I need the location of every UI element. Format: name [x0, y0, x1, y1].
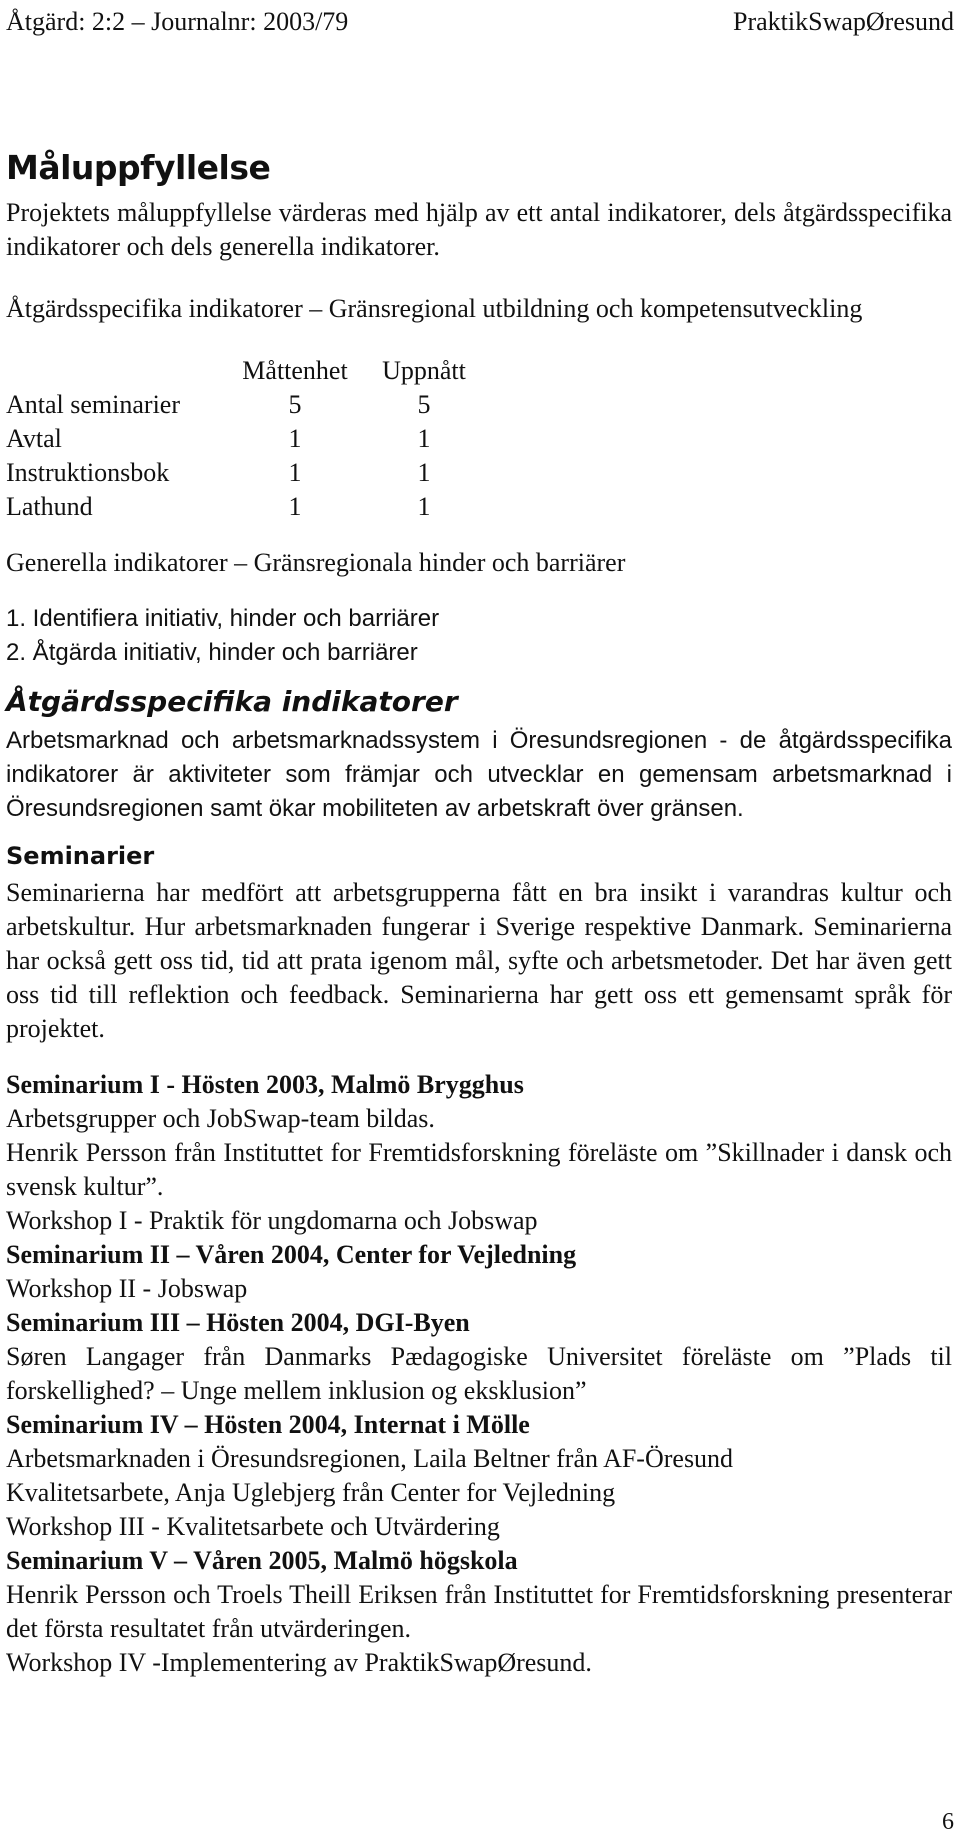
table-row [6, 456, 480, 490]
seminar-line: Workshop IV -Implementering av PraktikSwapØresund. [6, 1648, 592, 1677]
table-cell: 1 [288, 458, 302, 487]
table-cell: Instruktionsbok [6, 458, 170, 487]
section-title-seminarier: Seminarier [6, 842, 155, 870]
seminar-line: Workshop I - Praktik för ungdomarna och Jobswap [6, 1206, 538, 1235]
section-title-atgardsspecifika: Åtgärdsspecifika indikatorer [6, 685, 458, 718]
document-body [6, 148, 952, 1680]
section-paragraph: Arbetsmarknad och arbetsmarknadssystem i Öresundsregionen - de åtgärdsspecifika indikatorer är aktiviteter som främjar och utvecklar en gemensam arbetsmarknad i Öresundsregionen samt ökar mobiliteten av arbetskraft över gränsen. [6, 727, 952, 822]
indicator-subheading: Åtgärdsspecifika indikatorer – Gränsregional utbildning och kompetensutveckling [6, 294, 863, 323]
table-cell: 1 [288, 424, 302, 453]
seminar-heading: Seminarium V – Våren 2005, Malmö högskola [6, 1546, 518, 1575]
table-cell: Lathund [6, 492, 93, 521]
table-header-row [6, 354, 480, 388]
table-cell: 1 [288, 492, 302, 521]
header-journal: Åtgärd: 2:2 – Journalnr: 2003/79 [6, 7, 349, 36]
section-title-maluppfyllelse: Måluppfyllelse [6, 148, 271, 187]
table-row [6, 490, 480, 524]
seminar-line: Henrik Persson och Troels Theill Eriksen från Instituttet for Fremtidsforskning presenterar det första resultatet från utvärderingen. [6, 1580, 952, 1643]
table-row [6, 422, 480, 456]
general-indicator-heading: Generella indikatorer – Gränsregionala hinder och barriärer [6, 548, 626, 577]
seminar-line: Søren Langager från Danmarks Pædagogiske Universitet föreläste om ”Plads til forskellighed? – Unge mellem inklusion og eksklusion” [6, 1342, 952, 1405]
header-project: PraktikSwapØresund [733, 7, 954, 36]
seminar-line: Workshop II - Jobswap [6, 1274, 248, 1303]
indicator-table [6, 354, 480, 524]
seminar-heading: Seminarium II – Våren 2004, Center for Vejledning [6, 1240, 577, 1269]
intro-paragraph: Projektets måluppfyllelse värderas med hjälp av ett antal indikatorer, dels åtgärdsspecifika indikatorer och dels generella indikatorer. [6, 198, 952, 261]
seminar-heading: Seminarium IV – Hösten 2004, Internat i Mölle [6, 1410, 530, 1439]
table-cell: 1 [417, 458, 431, 487]
seminar-list [6, 1068, 952, 1680]
table-header-cell [6, 354, 222, 388]
general-indicator-list [6, 602, 952, 670]
table-header-cell: Måttenhet [242, 356, 348, 385]
table-cell: 1 [417, 424, 431, 453]
seminar-line: Arbetsgrupper och JobSwap-team bildas. [6, 1104, 435, 1133]
table-cell: Avtal [6, 424, 62, 453]
seminar-line: Henrik Persson från Instituttet for Fremtidsforskning föreläste om ”Skillnader i dansk och svensk kultur”. [6, 1138, 952, 1201]
page-header [6, 5, 954, 39]
seminar-heading: Seminarium I - Hösten 2003, Malmö Brygghus [6, 1070, 524, 1099]
page-number: 6 [942, 1809, 954, 1835]
table-cell: 1 [417, 492, 431, 521]
table-cell: Antal seminarier [6, 390, 180, 419]
list-item: 1. Identifiera initiativ, hinder och barriärer [6, 605, 440, 632]
list-item: 2. Åtgärda initiativ, hinder och barriärer [6, 639, 418, 666]
seminar-line: Kvalitetsarbete, Anja Uglebjerg från Center for Vejledning [6, 1478, 616, 1507]
section-paragraph: Seminarierna har medfört att arbetsgrupperna fått en bra insikt i varandras kultur och arbetskultur. Hur arbetsmarknaden fungerar i Sverige respektive Danmark. Seminarierna har också gett oss tid, tid att prata igenom mål, syfte och arbetsmetoder. Det har även gett oss tid till reflektion och feedback. Seminarierna har gett oss ett gemensamt språk för projektet. [6, 878, 952, 1043]
seminar-line: Arbetsmarknaden i Öresundsregionen, Laila Beltner från AF-Öresund [6, 1444, 734, 1473]
table-row [6, 388, 480, 422]
seminar-line: Workshop III - Kvalitetsarbete och Utvärdering [6, 1512, 500, 1541]
seminar-heading: Seminarium III – Hösten 2004, DGI-Byen [6, 1308, 470, 1337]
table-cell: 5 [417, 390, 431, 419]
table-header-cell: Uppnått [382, 356, 466, 385]
table-cell: 5 [288, 390, 302, 419]
